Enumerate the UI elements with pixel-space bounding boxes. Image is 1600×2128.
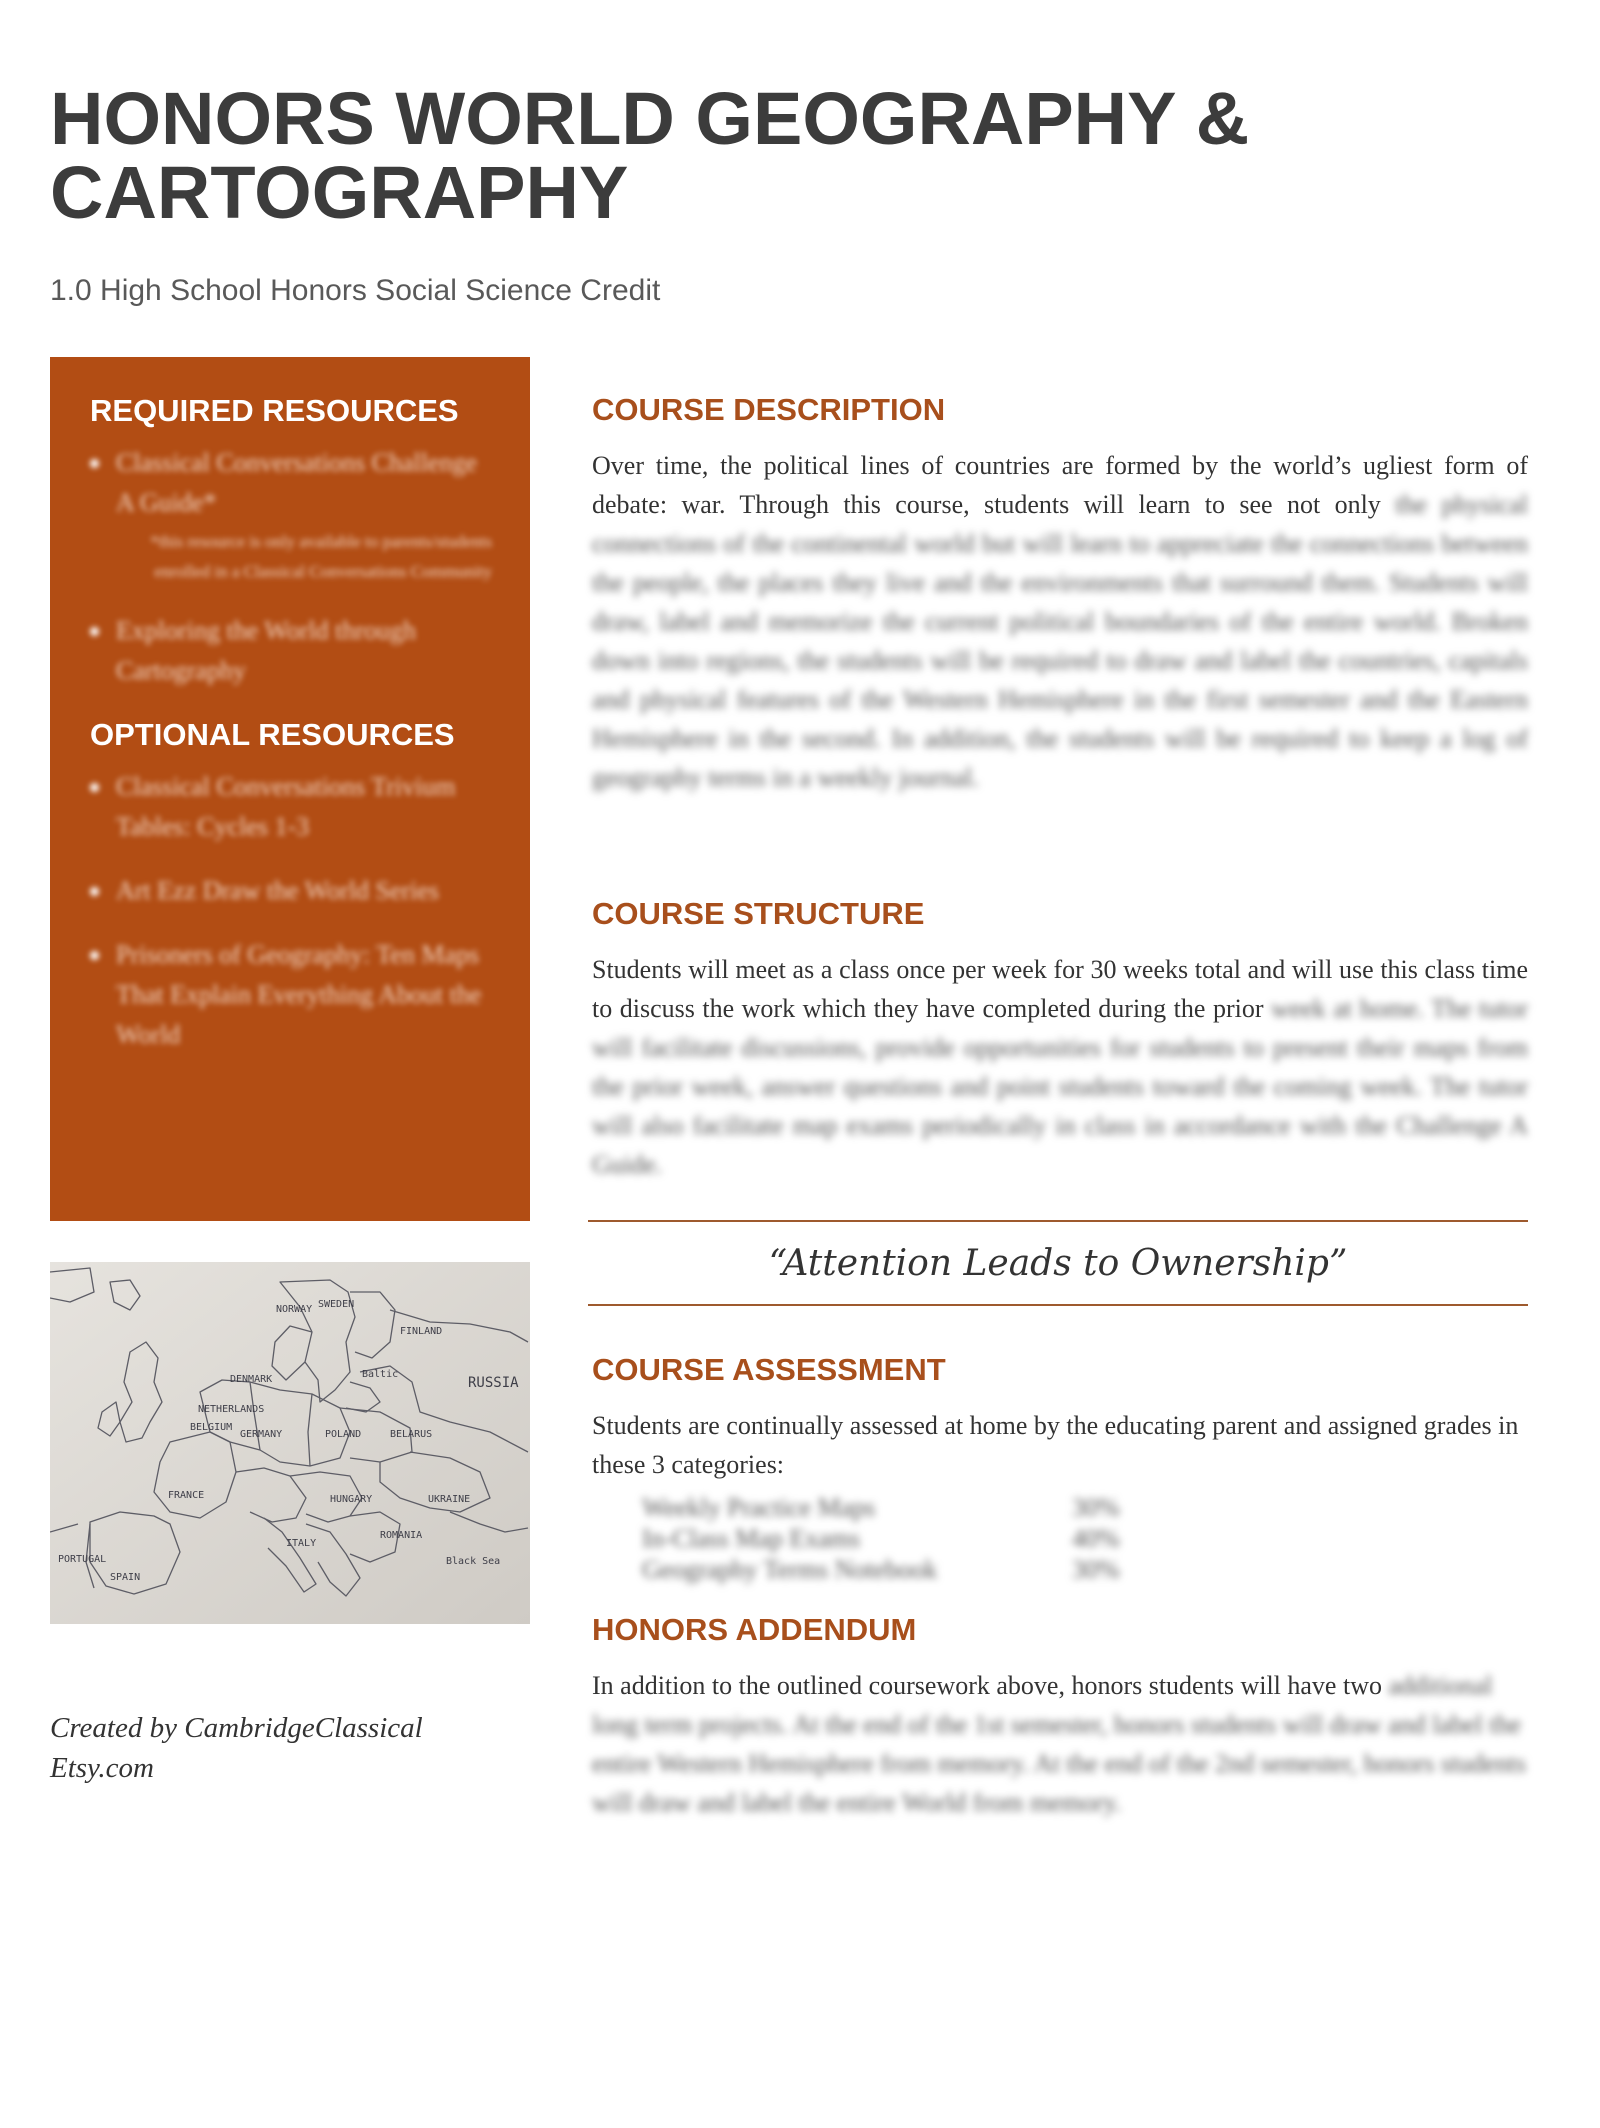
course-description-section (592, 392, 1528, 797)
optional-resource-item: Prisoners of Geography: Ten Maps That Explain Everything About the World (90, 935, 492, 1055)
required-resources-list (90, 443, 492, 691)
grade-breakdown (642, 1492, 1528, 1585)
resources-sidebar (50, 357, 530, 1221)
honors-addendum-section (592, 1612, 1528, 1822)
course-description-heading: COURSE DESCRIPTION (592, 392, 946, 427)
svg-text:NORWAY: NORWAY (276, 1304, 313, 1315)
svg-text:DENMARK: DENMARK (230, 1374, 273, 1385)
course-assessment-text: Students are continually assessed at home by the educating parent and assigned grades in these 3 categories: (592, 1411, 1519, 1479)
optional-resources-heading: OPTIONAL RESOURCES (90, 717, 455, 752)
grade-row: Geography Terms Notebook 30% (642, 1555, 1120, 1584)
optional-resources-list (90, 767, 492, 1055)
page-title: HONORS WORLD GEOGRAPHY & CARTOGRAPHY (50, 77, 1250, 234)
grade-row: In-Class Map Exams 40% (642, 1524, 1120, 1553)
required-resources-heading: REQUIRED RESOURCES (90, 393, 459, 428)
svg-text:PORTUGAL: PORTUGAL (58, 1554, 107, 1565)
svg-text:FRANCE: FRANCE (168, 1490, 205, 1501)
credit-line-site: Etsy.com (50, 1752, 154, 1784)
quote-banner (588, 1220, 1528, 1306)
course-structure-heading: COURSE STRUCTURE (592, 896, 925, 931)
grade-row: Weekly Practice Maps 30% (642, 1493, 1120, 1522)
svg-text:UKRAINE: UKRAINE (428, 1494, 471, 1505)
svg-text:GERMANY: GERMANY (240, 1429, 283, 1440)
svg-text:POLAND: POLAND (325, 1429, 362, 1440)
svg-text:Baltic: Baltic (362, 1369, 399, 1380)
honors-addendum-heading: HONORS ADDENDUM (592, 1612, 917, 1647)
course-assessment-heading: COURSE ASSESSMENT (592, 1352, 946, 1387)
svg-text:SPAIN: SPAIN (110, 1572, 141, 1583)
svg-text:NETHERLANDS: NETHERLANDS (198, 1404, 265, 1415)
honors-addendum-blurred-text: additional long term projects. At the end of the 1st semester, honors students will draw and label the entire Western Hemisphere from memory. At the end of the 2nd semester, honors students will draw and label the entire World from memory. (592, 1671, 1527, 1817)
optional-resource-item: Art Ezz Draw the World Series (90, 871, 492, 911)
hand-drawn-europe-map (50, 1262, 530, 1624)
honors-addendum-text: In addition to the outlined coursework above, honors students will have two additional long term projects. At the end of the 1st semester, honors students will draw and label the entire Western Hemisphere from memory. At the end of the 2nd semester, honors students will draw and label the entire World from memory. (592, 1671, 1527, 1817)
svg-text:Black Sea: Black Sea (446, 1556, 501, 1567)
page-subtitle: 1.0 High School Honors Social Science Credit (50, 274, 661, 307)
course-description-blurred-text: the physical connections of the continental world but will learn to appreciate the connections between the people, the places they live and the environments that surround them. Students will draw, label and memorize the current political boundaries of the entire world. Broken down into regions, the students will be required to draw and label the countries, capitals and physical features of the Western Hemisphere in the first semester and the Eastern Hemisphere in the second. In addition, the students will be required to keep a log of geography terms in a weekly journal. (592, 490, 1528, 792)
credit-line-author: Created by CambridgeClassical (50, 1712, 423, 1744)
course-structure-section (592, 896, 1528, 1184)
svg-text:FINLAND: FINLAND (400, 1326, 443, 1337)
required-resource-item: Exploring the World through Cartography (90, 611, 492, 691)
creator-credit (50, 1708, 423, 1788)
optional-resource-item: Classical Conversations Trivium Tables: Cycles 1-3 (90, 767, 492, 847)
course-structure-text: Students will meet as a class once per week for 30 weeks total and will use this class time to discuss the work which they have completed during the prior week at home. The tutor will facilitate discussions, provide opportunities for students to present their maps from the prior week, answer questions and point students toward the coming week. The tutor will also facilitate map exams periodically in class in accordance with the Challenge A Guide. (592, 955, 1528, 1179)
course-assessment-section (592, 1352, 1528, 1585)
svg-text:ROMANIA: ROMANIA (380, 1530, 423, 1541)
svg-text:ITALY: ITALY (286, 1538, 317, 1549)
svg-text:HUNGARY: HUNGARY (330, 1494, 373, 1505)
quote-text: “Attention Leads to Ownership” (768, 1242, 1348, 1284)
svg-text:BELARUS: BELARUS (390, 1429, 433, 1440)
course-description-text: Over time, the political lines of countries are formed by the world’s ugliest form of debate: war. Through this course, students will learn to see not only the physical connections of the continental world but will learn to appreciate the connections between the people, the places they live and the environments that surround them. Students will draw, label and memorize the current political boundaries of the entire world. Broken down into regions, the students will be required to draw and label the countries, capitals and physical features of the Western Hemisphere in the first semester and the Eastern Hemisphere in the second. In addition, the students will be required to keep a log of geography terms in a weekly journal. (592, 451, 1528, 792)
course-structure-blurred-text: week at home. The tutor will facilitate discussions, provide opportunities for students to present their maps from the prior week, answer questions and point students toward the coming week. The tutor will also facilitate map exams periodically in class in accordance with the Challenge A Guide. (592, 994, 1528, 1179)
svg-text:BELGIUM: BELGIUM (190, 1422, 233, 1433)
required-resource-item: Classical Conversations Challenge A Guide* *this resource is only available to parents/students enrolled in a Classical Conversations Community (90, 443, 492, 587)
svg-text:RUSSIA: RUSSIA (468, 1375, 519, 1391)
svg-text:SWEDEN: SWEDEN (318, 1299, 355, 1310)
required-resource-note: *this resource is only available to parents/students enrolled in a Classical Conversations Community (150, 532, 492, 581)
